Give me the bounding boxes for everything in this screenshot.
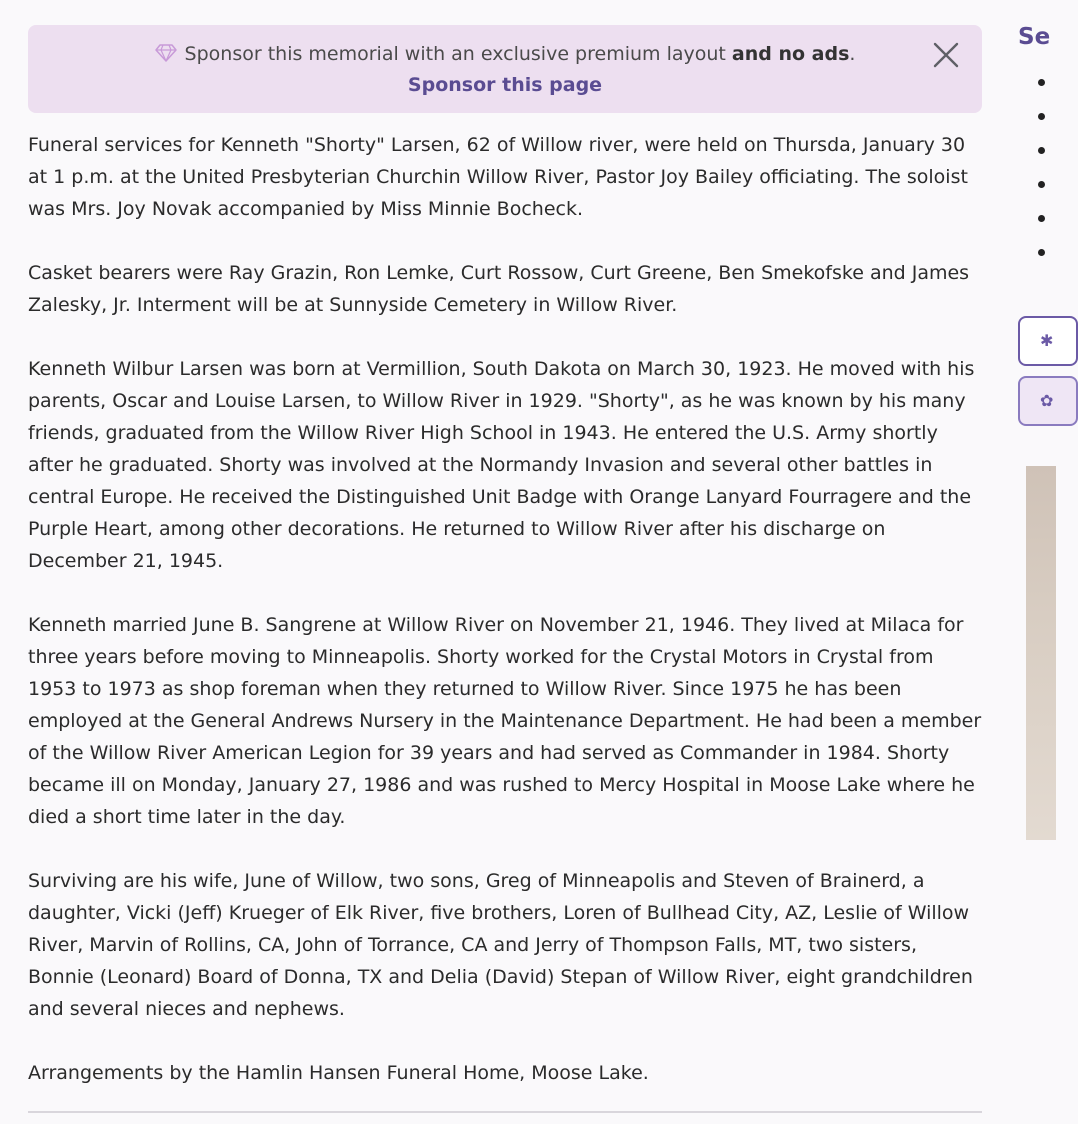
sidebar-bullet bbox=[1038, 249, 1045, 256]
sidebar-bullet bbox=[1038, 79, 1045, 86]
sidebar-heading: Se bbox=[1018, 24, 1051, 50]
content-divider bbox=[28, 1111, 982, 1113]
sponsor-text-end: . bbox=[849, 43, 856, 65]
sponsor-message bbox=[28, 41, 982, 67]
sponsor-page-link[interactable]: Sponsor this page bbox=[407, 74, 603, 96]
sponsor-banner bbox=[28, 25, 982, 113]
obituary-paragraph: Arrangements by the Hamlin Hansen Funeral Home, Moose Lake. bbox=[28, 1062, 649, 1084]
obituary-paragraph: Funeral services for Kenneth "Shorty" Larsen, 62 of Willow river, were held on Thursda, January 30 at 1 p.m. at the United Presbyterian Churchin Willow River, Pastor Joy Bailey officiating. The soloist was Mrs. Joy Novak accompanied by Miss Minnie Bocheck. bbox=[28, 134, 968, 220]
obituary-paragraph: Kenneth Wilbur Larsen was born at Vermillion, South Dakota on March 30, 1923. He moved with his parents, Oscar and Louise Larsen, to Willow River in 1929. "Shorty", as he was known by his many friends, graduated from the Willow River High School in 1943. He entered the U.S. Army shortly after he graduated. Shorty was involved at the Normandy Invasion and several other battles in central Europe. He received the Distinguished Unit Badge with Orange Lanyard Fourragere and the Purple Heart, among other decorations. He returned to Willow River after his discharge on December 21, 1945. bbox=[28, 358, 975, 572]
sidebar-flower-button[interactable] bbox=[1018, 376, 1078, 426]
obituary-paragraph: Surviving are his wife, June of Willow, two sons, Greg of Minneapolis and Steven of Brainerd, a daughter, Vicki (Jeff) Krueger of Elk River, five brothers, Loren of Bullhead City, AZ, Leslie of Willow River, Marvin of Rollins, CA, John of Torrance, CA and Jerry of Thompson Falls, MT, two sisters, Bonnie (Leonard) Board of Donna, TX and Delia (David) Stepan of Willow River, eight grandchildren and several nieces and nephews. bbox=[28, 870, 973, 1020]
close-icon[interactable] bbox=[932, 41, 960, 69]
flower-icon: ✿ bbox=[1040, 391, 1054, 410]
obituary-paragraph: Casket bearers were Ray Grazin, Ron Lemke, Curt Rossow, Curt Greene, Ben Smekofske and James Zalesky, Jr. Interment will be at Sunnyside Cemetery in Willow River. bbox=[28, 262, 970, 316]
sidebar-bullet bbox=[1038, 113, 1045, 120]
sidebar-bullet bbox=[1038, 215, 1045, 222]
sidebar-bullet bbox=[1038, 181, 1045, 188]
sidebar-bullet bbox=[1038, 147, 1045, 154]
sponsor-text: Sponsor this memorial with an exclusive premium layout bbox=[184, 43, 732, 65]
sidebar-share-button[interactable] bbox=[1018, 316, 1078, 366]
obituary-text bbox=[28, 129, 982, 1089]
obituary-paragraph: Kenneth married June B. Sangrene at Willow River on November 21, 1946. They lived at Milaca for three years before moving to Minneapolis. Shorty worked for the Crystal Motors in Crystal from 1953 to 1973 as shop foreman when they returned to Willow River. Since 1975 he has been employed at the General Andrews Nursery in the Maintenance Department. He had been a member of the Willow River American Legion for 39 years and had served as Commander in 1984. Shorty became ill on Monday, January 27, 1986 and was rushed to Mercy Hospital in Moose Lake where he died a short time later in the day. bbox=[28, 614, 982, 828]
diamond-icon bbox=[155, 44, 177, 62]
sponsor-text-bold: and no ads bbox=[731, 43, 850, 65]
main-content bbox=[28, 25, 982, 1121]
memorial-photo[interactable] bbox=[1026, 466, 1056, 840]
share-icon: ✱ bbox=[1040, 331, 1054, 350]
